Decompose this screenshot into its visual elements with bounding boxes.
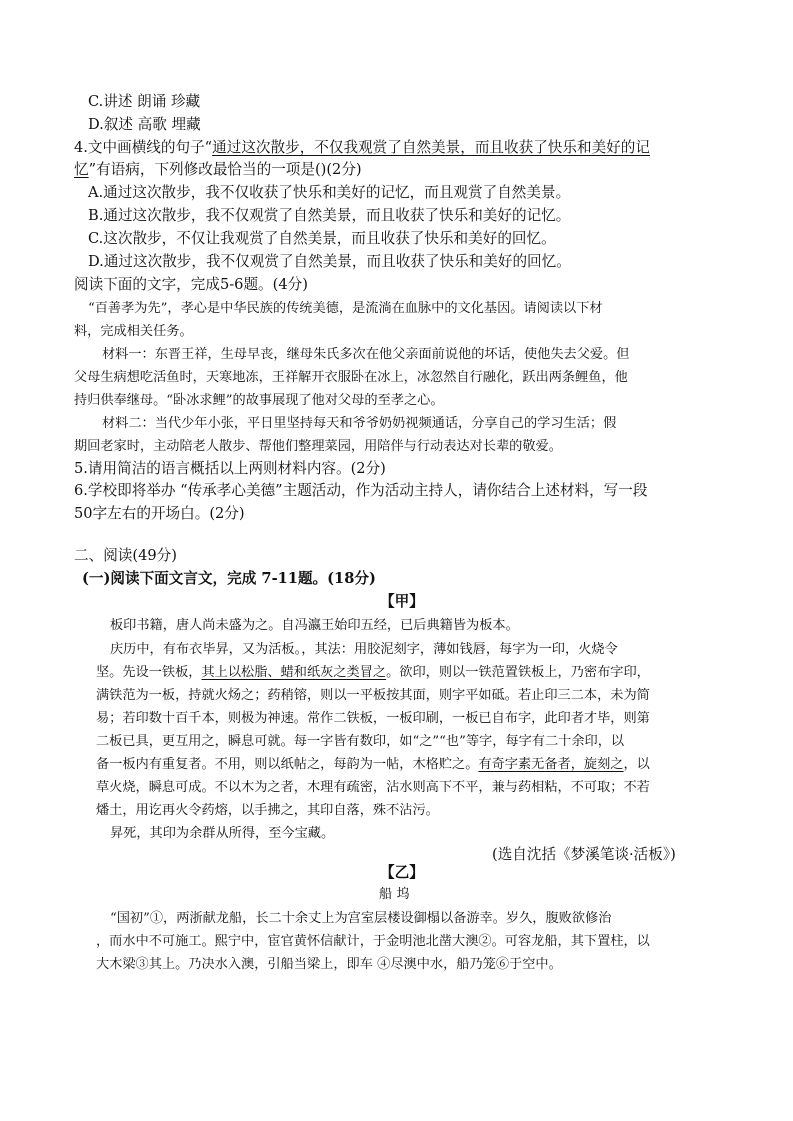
material-two-line1: 材料二：当代少年小张，平日里坚持每天和爷爷奶奶视频通话，分享自己的学习生活；假 [102, 416, 617, 431]
passage-intro-line2: 料，完成相关任务。 [74, 324, 193, 339]
yi-line2: ，而水中不可施工。熙宁中，宦官黄怀信献计，于金明池北凿大澳②。可容龙船，其下置柱，以 [96, 934, 650, 949]
material-one-line1: 材料一：东晋王祥，生母早丧，继母朱氏多次在他父亲面前说他的坏话，使他失去父爱。但 [102, 347, 630, 362]
jia-line7-prefix: 备一板内有重复者。不用，则以纸帖之，每韵为一帖，木格贮之。 [96, 757, 479, 772]
jia-line3-prefix: 坚。先设一铁板， [96, 665, 202, 680]
q6-stem-line1: 6.学校即将举办 “传承孝心美德”主题活动，作为活动主持人，请你结合上述材料，写一段 [74, 482, 648, 499]
passage-intro-line1: “百善孝为先”，孝心是中华民族的传统美德，是流淌在血脉中的文化基因。请阅读以下材 [88, 301, 603, 316]
q4-stem-suffix: ”有语病，下列修改最恰当的一项是()(2分) [88, 161, 362, 178]
jia-line1: 板印书籍，唐人尚未盛为之。自冯瀛王始印五经，已后典籍皆为板本。 [110, 618, 519, 633]
jia-line6: 二板已具，更互用之，瞬息可就。每一字皆有数印，如“之”“也”等字，每字有二十余印，以 [96, 734, 625, 749]
q4-option-c[interactable]: C.这次散步，不仅让我观赏了自然美景，而且收获了快乐和美好的回忆。 [88, 230, 556, 247]
jia-line2: 庆历中，有布衣毕昇，又为活板。，其法：用胶泥刻字，薄如钱唇，每字为一印，火烧令 [110, 642, 618, 657]
material-one-line2: 父母生病想吃活鱼时，天寒地冻，王祥解开衣服卧在冰上，冰忽然自行融化，跃出两条鲤鱼，他 [74, 370, 628, 385]
q4-option-d[interactable]: D.通过这次散步，我不仅观赏了自然美景，而且收获了快乐和美好的回忆。 [88, 253, 571, 270]
q4-underlined-sentence-end: 忆 [74, 161, 89, 178]
jia-line9: 燔土，用讫再火令药熔，以手拂之，其印自落，殊不沾污。 [96, 803, 439, 818]
jia-line5: 易；若印数十百千本，则极为神速。常作二铁板，一板印刷，一板已自布字，此印者才毕，则第 [96, 711, 650, 726]
q4-stem-line1 [74, 141, 650, 156]
passage-jia-title: 【甲】 [380, 593, 424, 610]
jia-line3 [96, 666, 650, 679]
yi-line3: 大木梁③其上。乃决水入澳，引船当梁上，即车 ④尽澳中水，船乃笼⑥于空中。 [96, 957, 562, 972]
q6-stem-line2: 50字左右的开场白。(2分) [74, 505, 245, 522]
section-2-subheading: (一)阅读下面文言文，完成 7-11题。(18分) [82, 570, 376, 587]
jia-line10: 昇死，其印为余群从所得，至今宝藏。 [110, 826, 335, 841]
passage-yi-subtitle: 船 坞 [379, 887, 410, 902]
q4-stem-line2 [74, 163, 362, 178]
q4-underlined-sentence: 通过这次散步，不仅我观赏了自然美景，而且收获了快乐和美好的记 [212, 139, 650, 156]
passage-yi-title: 【乙】 [380, 864, 424, 881]
q3-option-d[interactable]: D.叙述 高歌 埋藏 [88, 116, 201, 133]
jia-line3-suffix: 。欲印，则以一铁范置铁板上，乃密布字印， [386, 665, 650, 680]
q5-stem: 5.请用简洁的语言概括以上两则材料内容。(2分) [74, 460, 386, 477]
jia-underlined-sentence1: 其上以松脂、蜡和纸灰之类冒之 [201, 665, 387, 680]
q4-stem-prefix: 4.文中画横线的句子“ [74, 139, 213, 156]
jia-source: (选自沈括《梦溪笔谈·活板》) [492, 846, 676, 863]
jia-line8: 草火烧，瞬息可成。不以木为之者，木理有疏密，沾水则高下不平，兼与药相粘，不可取；不若 [96, 780, 650, 795]
q3-option-c[interactable]: C.讲述 朗诵 珍藏 [88, 93, 201, 110]
material-two-line2: 期回老家时，主动陪老人散步、帮他们整理菜园，用陪伴与行动表达对长辈的敬爱。 [74, 439, 562, 454]
q4-option-b[interactable]: B.通过这次散步，我不仅观赏了自然美景，而且收获了快乐和美好的记忆。 [88, 207, 571, 224]
jia-line7 [96, 758, 650, 771]
reading-5-6-intro: 阅读下面的文字，完成5-6题。(4分) [74, 276, 308, 293]
q4-option-a[interactable]: A.通过这次散步，我不仅收获了快乐和美好的记忆，而且观赏了自然美景。 [88, 184, 571, 201]
jia-underlined-sentence2: 有奇字素无备者，旋刻之 [478, 757, 624, 772]
jia-line7-suffix: ，以 [623, 757, 650, 772]
yi-line1: “国初”①，两浙献龙船，长二十余丈上为宫室层楼设御榻以备游幸。岁久，腹败欲修治 [110, 911, 612, 926]
jia-line4: 满铁范为一板，持就火炀之；药稍镕，则以一平板按其面，则字平如砥。若止印三二本，未为简 [96, 688, 650, 703]
section-2-heading: 二、阅读(49分) [74, 547, 177, 564]
material-one-line3: 持归供奉继母。“卧冰求鲤”的故事展现了他对父母的至孝之心。 [74, 393, 444, 408]
